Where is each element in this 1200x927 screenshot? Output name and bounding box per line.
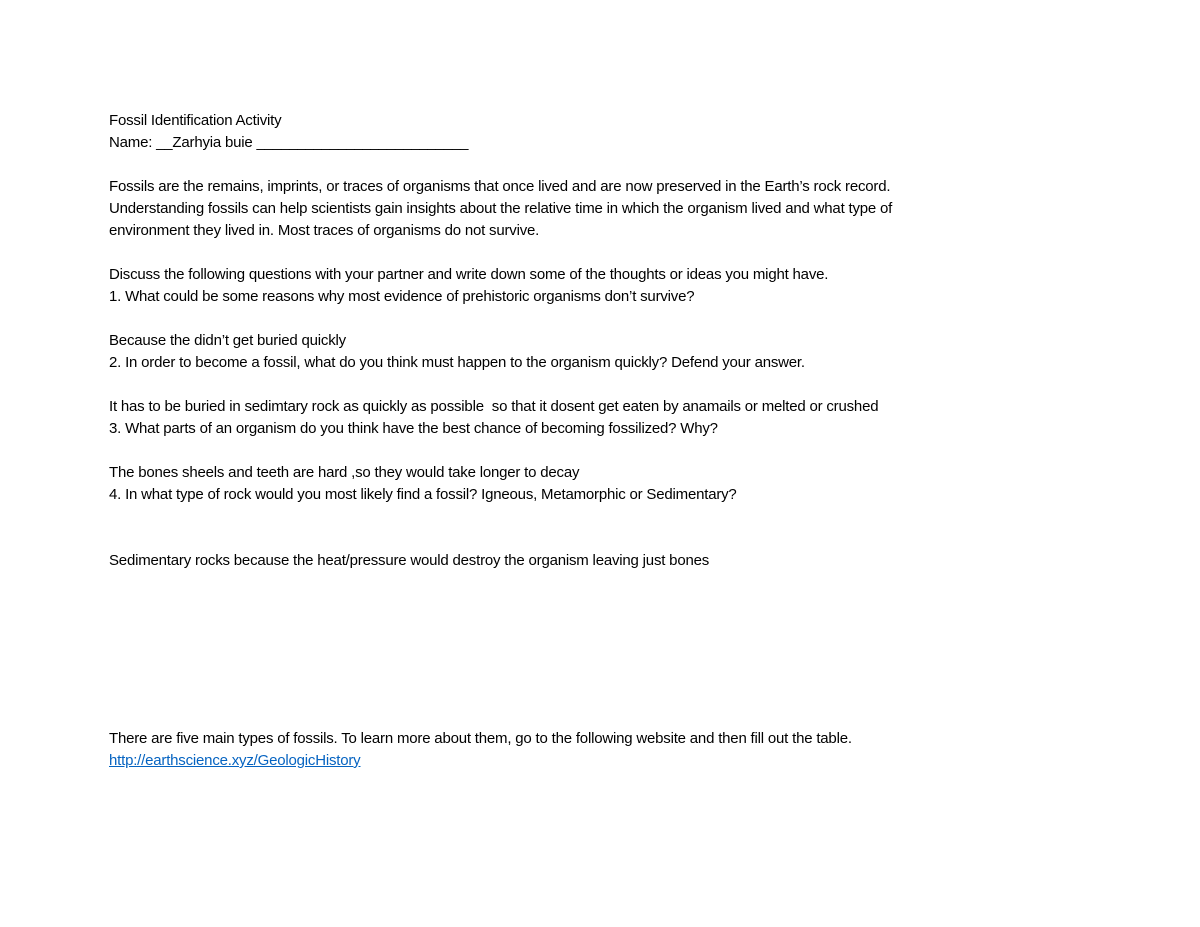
spacer [109, 308, 1109, 330]
answer-1: Because the didn’t get buried quickly [109, 332, 346, 349]
geologic-history-link[interactable]: http://earthscience.xyz/GeologicHistory [109, 752, 361, 769]
intro-line-2: Understanding fossils can help scientists gain insights about the relative time in which the organism lived and what type of [109, 200, 893, 217]
answer-2: It has to be buried in sedimtary rock as quickly as possible so that it dosent get eaten by anamails or melted or crushed [109, 398, 879, 415]
spacer [109, 572, 1109, 728]
question-2: 2. In order to become a fossil, what do you think must happen to the organism quickly? Defend your answer. [109, 354, 805, 371]
spacer [109, 506, 1109, 550]
answer-3: The bones sheels and teeth are hard ,so they would take longer to decay [109, 464, 580, 481]
student-name-line: Name: __Zarhyia buie __________________________ [109, 134, 469, 151]
intro-line-1: Fossils are the remains, imprints, or traces of organisms that once lived and are now preserved in the Earth’s rock record. [109, 178, 891, 195]
spacer [109, 154, 1109, 176]
document-body [109, 110, 1109, 772]
instructions-text: Discuss the following questions with your partner and write down some of the thoughts or ideas you might have. [109, 266, 829, 283]
spacer [109, 440, 1109, 462]
link-line [109, 750, 1109, 772]
spacer [109, 242, 1109, 264]
question-4: 4. In what type of rock would you most likely find a fossil? Igneous, Metamorphic or Sedimentary? [109, 486, 737, 503]
question-3: 3. What parts of an organism do you think have the best chance of becoming fossilized? Why? [109, 420, 718, 437]
answer-4: Sedimentary rocks because the heat/pressure would destroy the organism leaving just bones [109, 552, 710, 569]
spacer [109, 374, 1109, 396]
closing-text: There are five main types of fossils. To learn more about them, go to the following website and then fill out the table. [109, 730, 852, 747]
document-title: Fossil Identification Activity [109, 112, 282, 129]
intro-line-3: environment they lived in. Most traces of organisms do not survive. [109, 222, 540, 239]
question-1: 1. What could be some reasons why most evidence of prehistoric organisms don’t survive? [109, 288, 695, 305]
